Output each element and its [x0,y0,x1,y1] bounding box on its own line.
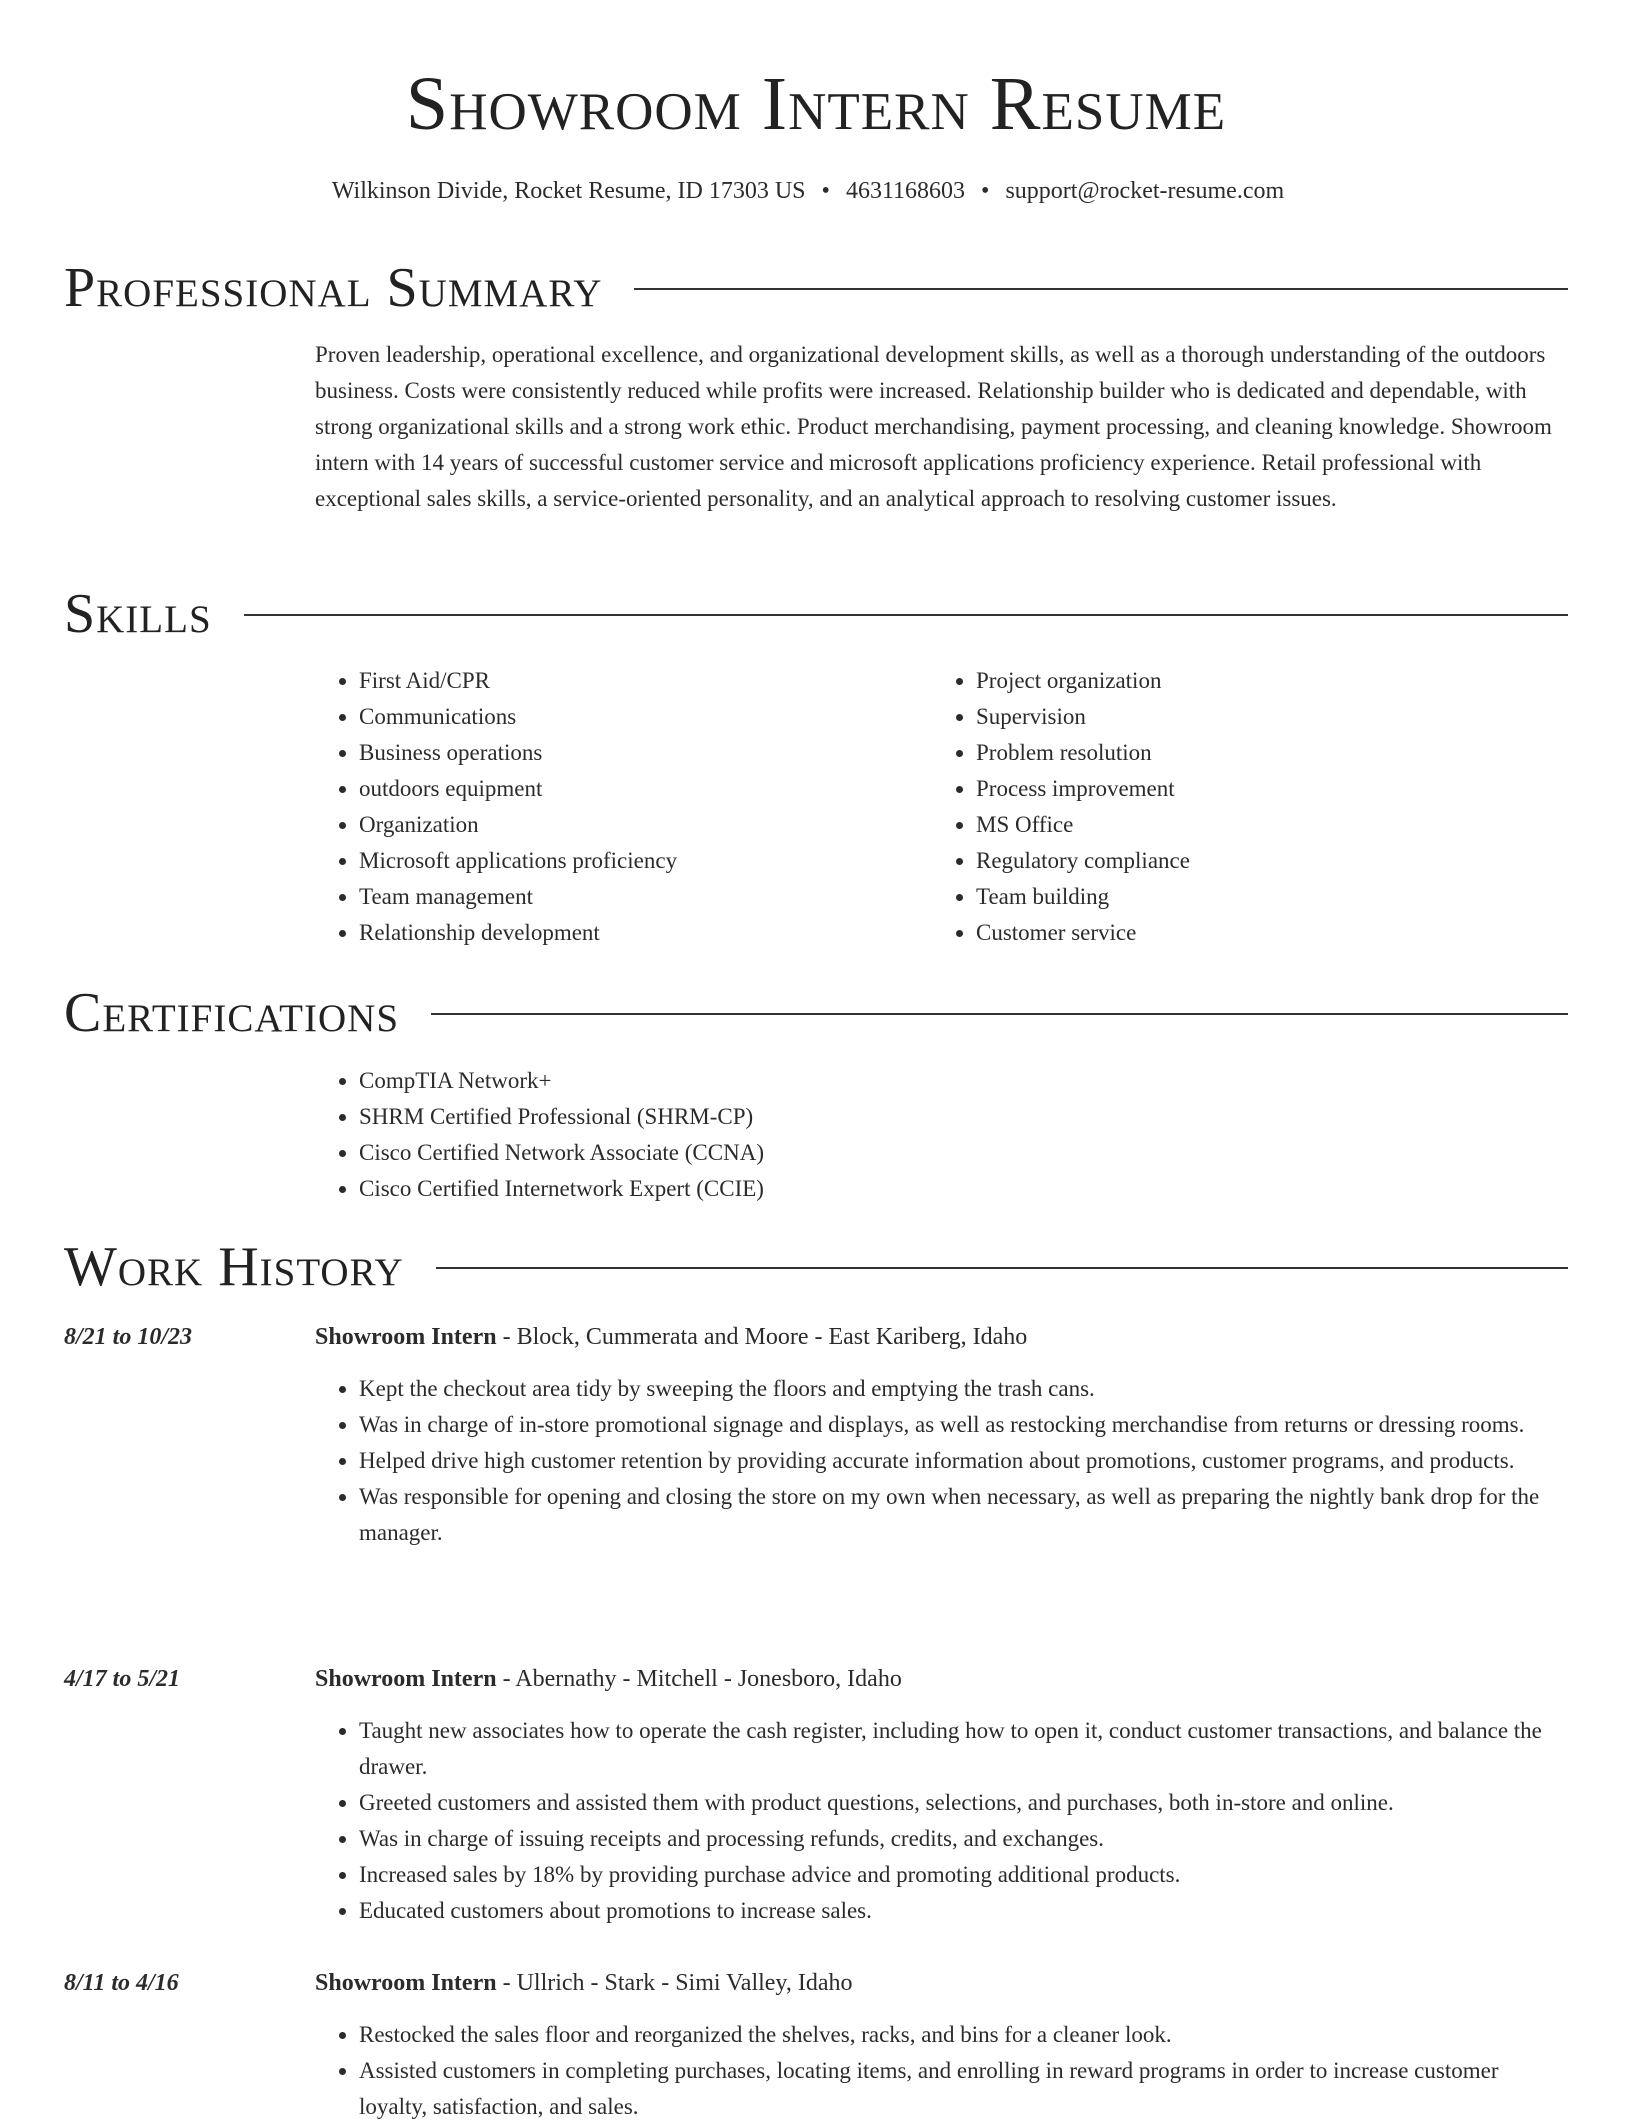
work-role: Showroom Intern [315,1324,497,1350]
skills-section-header [64,582,1568,646]
work-employer: - Ullrich - Stark - Simi Valley, Idaho [496,1970,853,1996]
work-role: Showroom Intern [315,1666,497,1692]
section-divider [244,614,1568,616]
work-duties [315,1713,1570,1929]
work-section-header [64,1235,1568,1299]
skill-item: • Relationship development [359,915,915,951]
certification-item: • SHRM Certified Professional (SHRM-CP) [359,1099,1215,1135]
work-dates: 8/21 to 10/23 [64,1324,193,1350]
skill-item: • Team management [359,879,915,915]
summary-section-title: Professional Summary [64,257,603,319]
skill-item: • Project organization [976,663,1532,699]
skill-item: • Team building [976,879,1532,915]
work-dates: 4/17 to 5/21 [64,1666,181,1692]
skill-item: • Supervision [976,699,1532,735]
duty-item: • Increased sales by 18% by providing purchase advice and promoting additional products. [359,1857,1570,1893]
certification-item: • Cisco Certified Network Associate (CCNA) [359,1135,1215,1171]
duty-item: • Educated customers about promotions to increase sales. [359,1893,1570,1929]
work-section-title: Work History [64,1236,404,1298]
work-role: Showroom Intern [315,1970,497,1996]
certifications-list [315,1063,1215,1207]
work-duties [315,1371,1570,1551]
duty-item: • Was in charge of in-store promotional signage and displays, as well as restocking merchandise from returns or dressing rooms. [359,1407,1570,1443]
duty-item: • Kept the checkout area tidy by sweeping the floors and emptying the trash cans. [359,1371,1570,1407]
summary-section-header [64,256,1568,320]
certifications-section-header [64,981,1568,1045]
skill-item: • Customer service [976,915,1532,951]
work-heading [315,1965,1570,2001]
certifications-section-title: Certifications [64,982,400,1044]
skills-section-title: Skills [64,583,212,645]
skills-column-right [932,663,1532,951]
skill-item: • Process improvement [976,771,1532,807]
skill-item: • MS Office [976,807,1532,843]
skill-item: • Problem resolution [976,735,1532,771]
work-dates: 8/11 to 4/16 [64,1970,179,1996]
summary-text: Proven leadership, operational excellence, and organizational development skills, as well as a thorough understanding of the outdoors business. Costs were consistently reduced while profits were increased. Relationship builder who is dedicated and dependable, with strong organizational skills and a strong work ethic. Product merchandising, payment processing, and cleaning knowledge. Showroom intern with 14 years of successful customer service and microsoft applications proficiency experience. Retail professional with exceptional sales skills, a service-oriented personality, and an analytical approach to resolving customer issues. [315,342,1552,511]
resume-title: Showroom Intern Resume [405,62,1227,146]
certification-item: • Cisco Certified Internetwork Expert (CCIE) [359,1171,1215,1207]
work-duties [315,2017,1570,2125]
duty-item: • Greeted customers and assisted them with product questions, selections, and purchases, both in-store and online. [359,1785,1570,1821]
duty-item: • Was in charge of issuing receipts and processing refunds, credits, and exchanges. [359,1821,1570,1857]
skills-column-left [315,663,915,951]
skill-item: • Organization [359,807,915,843]
duty-item: • Helped drive high customer retention by providing accurate information about promotions, customer programs, and products. [359,1443,1570,1479]
duty-item: • Restocked the sales floor and reorganized the shelves, racks, and bins for a cleaner look. [359,2017,1570,2053]
contact-phone: 4631168603 [845,178,966,204]
contact-line [0,174,1616,208]
skill-item: • Communications [359,699,915,735]
skill-item: • Regulatory compliance [976,843,1532,879]
work-employer: - Abernathy - Mitchell - Jonesboro, Idaho [496,1666,902,1692]
skill-item: • First Aid/CPR [359,663,915,699]
section-divider [431,1013,1568,1015]
contact-separator: • [821,178,830,204]
skill-item: • Microsoft applications proficiency [359,843,915,879]
section-divider [634,288,1568,290]
section-divider [436,1267,1568,1269]
contact-address: Wilkinson Divide, Rocket Resume, ID 17303 US [331,178,806,204]
work-heading [315,1319,1570,1355]
contact-email: support@rocket-resume.com [1005,178,1285,204]
certification-item: • CompTIA Network+ [359,1063,1215,1099]
skill-item: • outdoors equipment [359,771,915,807]
duty-item: • Taught new associates how to operate the cash register, including how to open it, conduct customer transactions, and balance the drawer. [359,1713,1570,1785]
skill-item: • Business operations [359,735,915,771]
duty-item: • Was responsible for opening and closing the store on my own when necessary, as well as preparing the nightly bank drop for the manager. [359,1479,1570,1551]
work-heading [315,1661,1570,1697]
contact-separator: • [981,178,990,204]
work-employer: - Block, Cummerata and Moore - East Kariberg, Idaho [496,1324,1028,1350]
duty-item: • Assisted customers in completing purchases, locating items, and enrolling in reward programs in order to increase customer loyalty, satisfaction, and sales. [359,2053,1570,2125]
